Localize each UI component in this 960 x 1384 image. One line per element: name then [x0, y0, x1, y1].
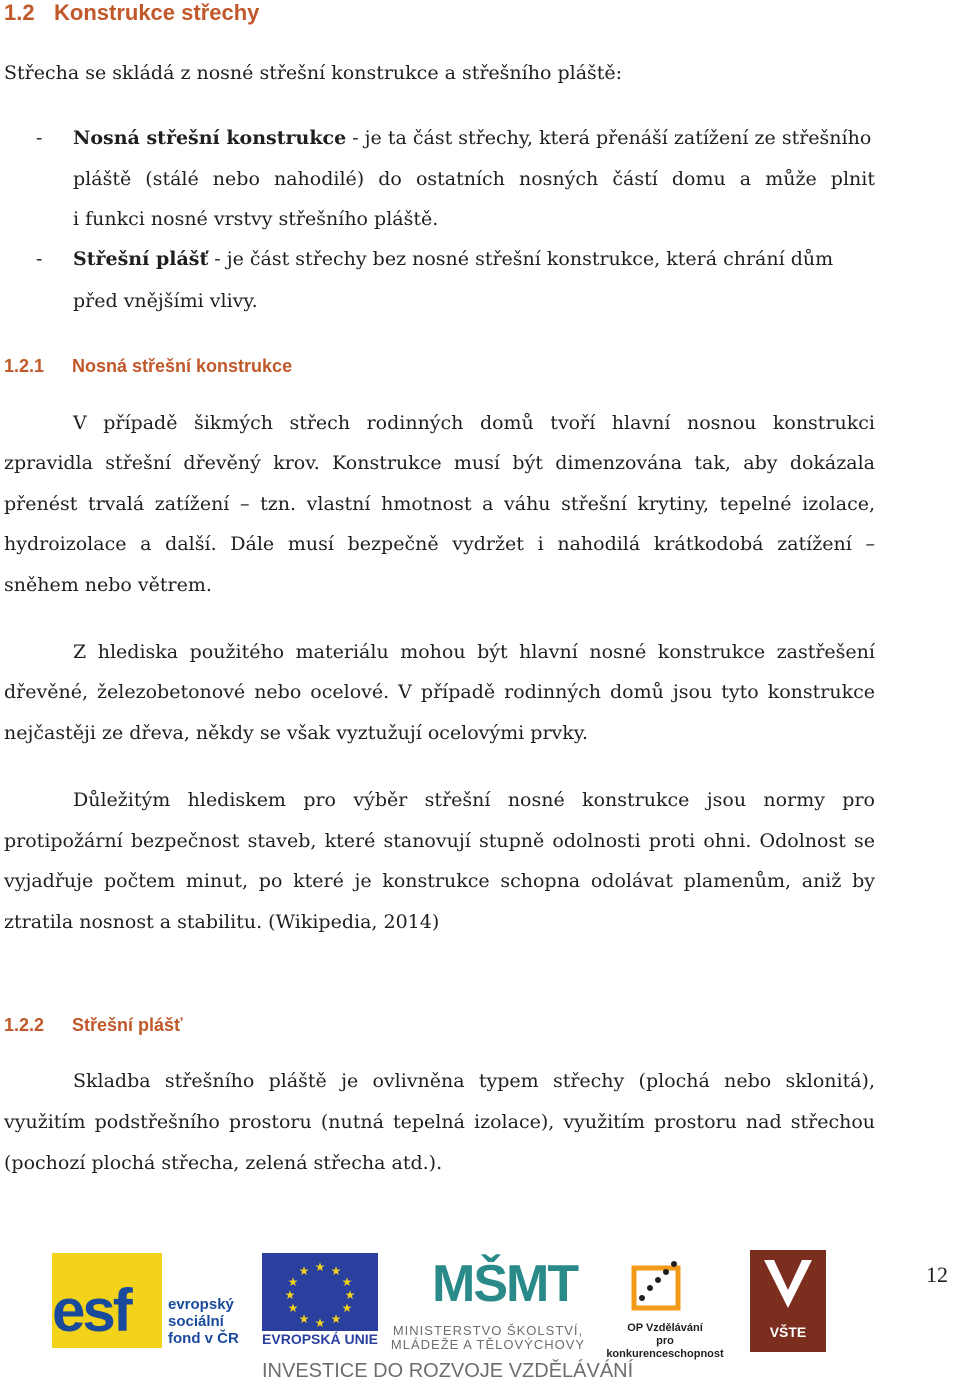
subsection-number: 1.2.1 [4, 356, 45, 376]
svg-text:★: ★ [344, 1288, 356, 1302]
svg-text:★: ★ [287, 1301, 299, 1315]
svg-text:★: ★ [330, 1312, 342, 1326]
paragraph-line: Důležitým hlediskem pro výběr střešní nosné konstrukce jsou normy pro [73, 789, 875, 811]
op-line: OP Vzdělávání [627, 1322, 703, 1334]
svg-text:★: ★ [298, 1264, 310, 1278]
svg-text:★: ★ [284, 1288, 296, 1302]
eu-stars-icon [262, 1253, 378, 1331]
bullet-dash: - [36, 248, 43, 270]
footer-tagline: INVESTICE DO ROZVOJE VZDĚLÁVÁNÍ [262, 1360, 634, 1382]
paragraph-line: Skladba střešního pláště je ovlivněna typem střechy (plochá nebo sklonitá), [73, 1070, 875, 1092]
paragraph-line: přenést trvalá zatížení – tzn. vlastní hmotnost a váhu střešní krytiny, tepelné izolace, [4, 493, 875, 515]
svg-text:★: ★ [314, 1260, 326, 1274]
msmt-logo-mark: MŠMT [432, 1255, 578, 1313]
svg-text:★: ★ [298, 1312, 310, 1326]
bullet-1-text: - je ta část střechy, která přenáší zatížení ze střešního [346, 127, 872, 149]
bullet-1-term: Nosná střešní konstrukce [73, 127, 347, 149]
paragraph-line: dřevěné, železobetonové nebo ocelové. V případě rodinných domů jsou tyto konstrukce [4, 681, 875, 703]
bullet-2-line-1 [73, 246, 875, 273]
subsection-number: 1.2.2 [4, 1015, 45, 1035]
op-line: pro konkurenceschopnost [606, 1335, 724, 1360]
esf-logo-mark: esf [52, 1277, 130, 1344]
bullet-dash: - [36, 127, 43, 149]
svg-text:★: ★ [314, 1316, 326, 1330]
paragraph-line: využitím podstřešního prostoru (nutná tepelná izolace), využitím prostoru nad střechou [4, 1111, 875, 1133]
subsection-heading [4, 1015, 183, 1036]
paragraph-line: sněhem nebo větrem. [4, 574, 212, 596]
subsection-heading [4, 356, 292, 377]
bullet-1-line-1 [73, 125, 875, 152]
paragraph-line: nejčastěji ze dřeva, někdy se však vyztužují ocelovými prvky. [4, 722, 589, 744]
msmt-logo-text [388, 1324, 588, 1352]
esf-line: fond v ČR [168, 1330, 239, 1347]
bullet-1-line-3: i funkci nosné vrstvy střešního pláště. [73, 208, 439, 230]
paragraph-line: hydroizolace a další. Dále musí bezpečně vydržet i nahodilá krátkodobá zatížení – [4, 533, 875, 555]
op-logo-text [600, 1322, 730, 1361]
subsection-title: Střešní plášť [72, 1015, 183, 1035]
vste-emblem-icon [750, 1250, 826, 1320]
page-number: 12 [926, 1262, 948, 1287]
msmt-line: MINISTERSTVO ŠKOLSTVÍ, [392, 1323, 584, 1338]
msmt-line: MLÁDEŽE A TĚLOVÝCHOVY [390, 1337, 586, 1352]
subsection-title: Nosná střešní konstrukce [72, 356, 293, 376]
section-heading [4, 0, 259, 26]
esf-line: sociální [168, 1313, 224, 1330]
paragraph-line: ztratila nosnost a stabilitu. (Wikipedia, 2014) [4, 911, 440, 933]
intro-text: Střecha se skládá z nosné střešní konstrukce a střešního pláště: [4, 62, 623, 84]
svg-text:★: ★ [341, 1275, 353, 1289]
svg-text:★: ★ [341, 1301, 353, 1315]
svg-text:★: ★ [330, 1264, 342, 1278]
bullet-2-text: - je část střechy bez nosné střešní konstrukce, která chrání dům [208, 248, 834, 270]
section-number: 1.2 [4, 0, 35, 25]
vste-logo-text: VŠTE [769, 1324, 807, 1340]
section-title: Konstrukce střechy [54, 0, 260, 25]
bullet-2-term: Střešní plášť [73, 248, 209, 270]
paragraph-line: protipožární bezpečnost staveb, které stanovují stupně odolnosti proti ohni. Odolnost se [4, 830, 875, 852]
bullet-2-line-2: před vnějšími vlivy. [73, 290, 258, 312]
paragraph-line: zpravidla střešní dřevěný krov. Konstrukce musí být dimenzována tak, aby dokázala [4, 452, 875, 474]
eu-flag-logo [262, 1253, 378, 1331]
op-logo-icon [628, 1258, 684, 1314]
esf-logo-text [168, 1296, 239, 1347]
paragraph-line: (pochozí plochá střecha, zelená střecha atd.). [4, 1152, 443, 1174]
bullet-1-line-2: pláště (stálé nebo nahodilé) do ostatních nosných částí domu a může plnit [73, 168, 875, 190]
paragraph-line: vyjadřuje počtem minut, po které je konstrukce schopna odolávat plamenům, aniž by [4, 870, 875, 892]
paragraph-line: V případě šikmých střech rodinných domů tvoří hlavní nosnou konstrukci [73, 412, 875, 434]
svg-text:★: ★ [287, 1275, 299, 1289]
esf-line: evropský [168, 1296, 234, 1313]
paragraph-line: Z hlediska použitého materiálu mohou být hlavní nosné konstrukce zastřešení [73, 641, 875, 663]
eu-label: EVROPSKÁ UNIE [262, 1331, 378, 1347]
